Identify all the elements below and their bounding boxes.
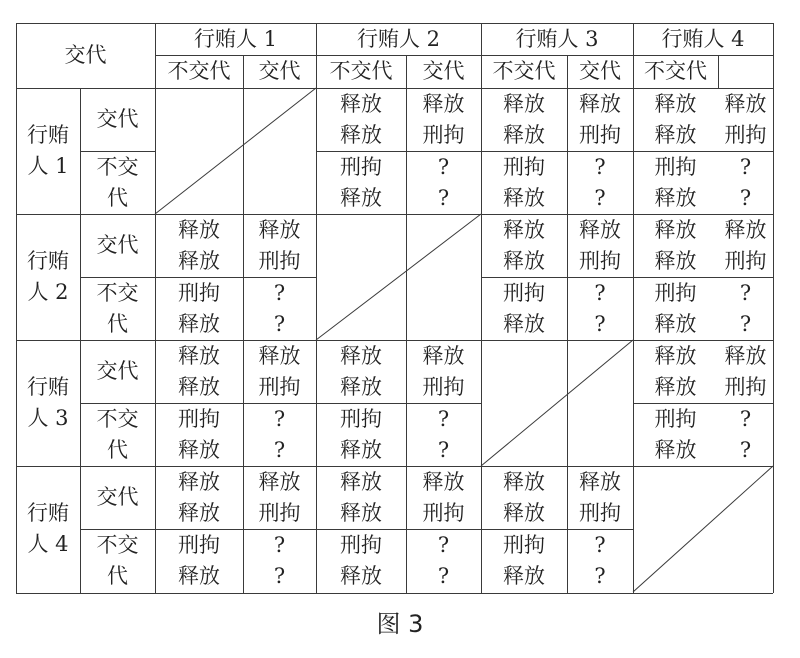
payoff-cell-line-2: ? — [437, 563, 450, 588]
payoff-cell — [243, 277, 316, 340]
row-strategy-not-confess — [80, 277, 155, 340]
row-strategy-confess: 交代 — [96, 359, 139, 383]
payoff-cell — [718, 277, 773, 340]
payoff-cell-line-1: 刑拘 — [503, 154, 545, 179]
strategy-header-1: 不交代 — [167, 59, 231, 83]
payoff-cell — [243, 529, 316, 592]
diagonal-slash — [481, 340, 633, 466]
payoff-cell-line-1: 释放 — [654, 217, 697, 242]
payoff-cell — [718, 214, 773, 277]
payoff-cell — [406, 466, 481, 529]
diagonal-slash — [316, 214, 481, 340]
payoff-cell-line-1: 释放 — [258, 469, 301, 494]
payoff-cell — [633, 214, 718, 277]
payoff-cell-line-2: 释放 — [503, 563, 545, 588]
payoff-cell-line-1: 释放 — [654, 91, 697, 116]
payoff-cell-line-1: 释放 — [724, 343, 767, 368]
payoff-cell — [316, 340, 406, 403]
payoff-cell-line-2: 释放 — [654, 248, 697, 273]
payoff-cell-line-2: 释放 — [340, 374, 382, 399]
payoff-cell-line-2: 释放 — [654, 374, 697, 399]
payoff-cell-line-1: 释放 — [503, 469, 545, 494]
payoff-cell-line-2: 释放 — [503, 500, 545, 525]
row-strategy-not-confess-line-2: 代 — [107, 563, 128, 588]
payoff-cell-line-1: 释放 — [258, 217, 301, 242]
payoff-cell-line-2: ? — [437, 185, 450, 210]
payoff-cell — [567, 529, 633, 592]
payoff-cell-line-1: 刑拘 — [654, 154, 697, 179]
payoff-cell-line-2: 释放 — [503, 248, 545, 273]
payoff-cell-line-1: 释放 — [579, 91, 621, 116]
payoff-cell-line-1: ? — [739, 280, 752, 305]
payoff-cell-line-1: 释放 — [503, 91, 545, 116]
payoff-cell-line-2: 释放 — [340, 122, 382, 147]
payoff-cell-line-1: 刑拘 — [178, 406, 220, 431]
payoff-cell-line-2: ? — [273, 437, 286, 462]
strategy-header-7: 不交代 — [644, 59, 707, 83]
row-header-player-4 — [16, 466, 80, 592]
row-strategy-not-confess — [80, 529, 155, 592]
payoff-cell-line-2: 释放 — [503, 311, 545, 336]
payoff-cell-line-2: 释放 — [178, 563, 220, 588]
column-header-player-1: 行贿人 1 — [193, 26, 278, 51]
row-strategy-not-confess-line-1: 不交 — [96, 280, 139, 305]
payoff-cell — [406, 340, 481, 403]
payoff-cell-line-2: 刑拘 — [258, 374, 301, 399]
payoff-cell-line-2: 释放 — [178, 500, 220, 525]
row-strategy-not-confess-line-2: 代 — [107, 185, 128, 210]
row-strategy-not-confess — [80, 151, 155, 214]
payoff-cell — [406, 88, 481, 151]
payoff-cell — [718, 340, 773, 403]
payoff-cell-line-1: 刑拘 — [178, 532, 220, 557]
payoff-cell-line-2: 释放 — [654, 311, 697, 336]
payoff-cell-line-2: 释放 — [654, 122, 697, 147]
payoff-cell-line-2: 刑拘 — [422, 122, 465, 147]
payoff-cell-line-1: 释放 — [579, 469, 621, 494]
payoff-cell-line-1: 刑拘 — [654, 280, 697, 305]
payoff-cell — [481, 151, 567, 214]
row-header-player-2-line-1: 行贿 — [27, 249, 69, 273]
payoff-cell — [567, 151, 633, 214]
payoff-cell — [316, 529, 406, 592]
figure-caption: 图 3 — [376, 610, 424, 638]
payoff-cell-line-2: 释放 — [654, 437, 697, 462]
payoff-cell-line-2: 刑拘 — [724, 122, 767, 147]
corner-label: 交代 — [64, 43, 107, 67]
payoff-cell — [633, 151, 718, 214]
payoff-cell-line-2: 释放 — [178, 248, 220, 273]
row-strategy-not-confess-line-1: 不交 — [96, 154, 139, 179]
payoff-cell-line-2: 刑拘 — [579, 122, 621, 147]
payoff-cell-line-2: ? — [273, 311, 286, 336]
payoff-cell-line-1: 释放 — [178, 469, 220, 494]
payoff-cell — [481, 529, 567, 592]
payoff-cell-line-1: 刑拘 — [340, 154, 382, 179]
strategy-header-2: 交代 — [258, 59, 301, 83]
payoff-cell-line-1: ? — [437, 406, 450, 431]
diagonal-slash — [633, 466, 773, 592]
row-strategy-not-confess-line-1: 不交 — [96, 532, 139, 557]
row-strategy-confess: 交代 — [96, 485, 139, 509]
payoff-cell — [718, 403, 773, 466]
payoff-cell-line-2: 释放 — [340, 185, 382, 210]
payoff-cell — [481, 277, 567, 340]
payoff-cell — [243, 340, 316, 403]
payoff-cell — [633, 277, 718, 340]
payoff-cell-line-2: 释放 — [503, 185, 545, 210]
payoff-cell-line-1: 释放 — [340, 469, 382, 494]
payoff-cell-line-1: ? — [739, 154, 752, 179]
payoff-cell-line-2: 释放 — [178, 311, 220, 336]
payoff-cell-line-2: ? — [273, 563, 286, 588]
payoff-cell-line-1: ? — [437, 154, 450, 179]
payoff-cell — [567, 277, 633, 340]
payoff-cell-line-1: 释放 — [178, 217, 220, 242]
payoff-cell-line-1: 释放 — [579, 217, 621, 242]
payoff-cell — [481, 466, 567, 529]
payoff-cell-line-1: 释放 — [258, 343, 301, 368]
payoff-cell-line-2: ? — [739, 311, 752, 336]
payoff-cell — [155, 277, 243, 340]
payoff-cell-line-1: 释放 — [724, 91, 767, 116]
payoff-cell-line-1: ? — [273, 406, 286, 431]
row-header-player-1 — [16, 88, 80, 214]
payoff-cell — [316, 88, 406, 151]
payoff-cell-line-1: 刑拘 — [503, 280, 545, 305]
payoff-cell — [633, 340, 718, 403]
payoff-cell-line-2: 刑拘 — [422, 500, 465, 525]
payoff-cell — [567, 88, 633, 151]
payoff-cell-line-1: ? — [594, 154, 606, 179]
payoff-cell — [316, 151, 406, 214]
payoff-cell-line-1: 释放 — [422, 469, 465, 494]
payoff-cell-line-1: ? — [594, 280, 606, 305]
row-header-player-2 — [16, 214, 80, 340]
border-right — [773, 23, 774, 593]
row-strategy-not-confess-line-2: 代 — [107, 311, 128, 336]
payoff-cell-line-2: 释放 — [340, 437, 382, 462]
row-strategy-confess: 交代 — [96, 233, 139, 257]
payoff-cell-line-2: 释放 — [503, 122, 545, 147]
column-header-player-2: 行贿人 2 — [356, 26, 441, 51]
payoff-cell-line-1: 释放 — [340, 343, 382, 368]
strategy-header-4: 交代 — [422, 59, 465, 83]
payoff-cell — [316, 466, 406, 529]
payoff-cell-line-2: 刑拘 — [258, 248, 301, 273]
strategy-header-6: 交代 — [579, 59, 621, 83]
payoff-cell-line-2: ? — [739, 437, 752, 462]
payoff-cell-line-2: 刑拘 — [579, 248, 621, 273]
payoff-cell — [633, 403, 718, 466]
payoff-cell — [718, 151, 773, 214]
payoff-cell-line-2: 刑拘 — [724, 248, 767, 273]
payoff-cell — [155, 340, 243, 403]
payoff-cell — [718, 88, 773, 151]
strategy-header-3: 不交代 — [329, 59, 393, 83]
payoff-cell — [243, 214, 316, 277]
payoff-cell-line-1: ? — [273, 280, 286, 305]
payoff-cell-line-1: 刑拘 — [340, 406, 382, 431]
payoff-cell-line-2: 释放 — [340, 500, 382, 525]
row-header-player-2-line-2: 人 2 — [27, 280, 69, 304]
row-header-player-3 — [16, 340, 80, 466]
payoff-cell-line-2: 刑拘 — [579, 500, 621, 525]
row-strategy-not-confess-line-2: 代 — [107, 437, 128, 462]
column-header-player-3: 行贿人 3 — [515, 26, 599, 51]
payoff-cell-line-2: 释放 — [654, 185, 697, 210]
payoff-cell-line-1: ? — [273, 532, 286, 557]
payoff-cell — [406, 403, 481, 466]
payoff-cell-line-2: ? — [437, 437, 450, 462]
payoff-cell-line-1: 释放 — [654, 343, 697, 368]
payoff-cell-line-1: 释放 — [340, 91, 382, 116]
payoff-cell-line-1: 释放 — [178, 343, 220, 368]
row-header-player-4-line-1: 行贿 — [27, 501, 69, 525]
row-header-player-3-line-2: 人 3 — [27, 406, 69, 430]
payoff-cell — [155, 466, 243, 529]
payoff-cell — [481, 214, 567, 277]
row-header-player-1-line-1: 行贿 — [27, 123, 69, 147]
row-strategy-not-confess-line-1: 不交 — [96, 406, 139, 431]
payoff-cell — [567, 466, 633, 529]
payoff-cell-line-2: 释放 — [340, 563, 382, 588]
payoff-cell — [155, 529, 243, 592]
row-strategy-confess: 交代 — [96, 107, 139, 131]
payoff-cell — [406, 529, 481, 592]
payoff-cell-line-1: ? — [594, 532, 606, 557]
row-header-player-1-line-2: 人 1 — [27, 154, 69, 178]
payoff-cell-line-1: ? — [739, 406, 752, 431]
payoff-cell-line-1: 刑拘 — [654, 406, 697, 431]
payoff-cell-line-2: 释放 — [178, 437, 220, 462]
payoff-cell — [155, 403, 243, 466]
payoff-cell-line-1: 释放 — [724, 217, 767, 242]
payoff-cell-line-2: 刑拘 — [724, 374, 767, 399]
payoff-cell-line-1: 刑拘 — [340, 532, 382, 557]
payoff-cell-line-1: 释放 — [503, 217, 545, 242]
diagonal-slash — [155, 88, 316, 214]
payoff-cell-line-2: ? — [594, 311, 606, 336]
payoff-cell — [633, 88, 718, 151]
payoff-cell-line-1: ? — [437, 532, 450, 557]
payoff-cell — [406, 151, 481, 214]
column-header-player-4: 行贿人 4 — [661, 26, 745, 51]
payoff-cell-line-2: 刑拘 — [258, 500, 301, 525]
payoff-cell — [316, 403, 406, 466]
payoff-cell-line-2: 释放 — [178, 374, 220, 399]
payoff-cell — [243, 466, 316, 529]
row-strategy-not-confess — [80, 403, 155, 466]
payoff-cell-line-1: 刑拘 — [178, 280, 220, 305]
col-line-minor — [718, 55, 719, 88]
payoff-cell-line-2: ? — [739, 185, 752, 210]
payoff-cell — [155, 214, 243, 277]
payoff-cell — [243, 403, 316, 466]
payoff-cell-line-2: 刑拘 — [422, 374, 465, 399]
payoff-cell-line-2: ? — [594, 563, 606, 588]
payoff-cell-line-1: 释放 — [422, 91, 465, 116]
border-bottom — [16, 593, 773, 594]
row-header-player-4-line-2: 人 4 — [27, 532, 69, 556]
payoff-cell-line-2: ? — [594, 185, 606, 210]
payoff-cell-line-1: 刑拘 — [503, 532, 545, 557]
payoff-cell — [481, 88, 567, 151]
payoff-cell — [567, 214, 633, 277]
strategy-header-5: 不交代 — [492, 59, 556, 83]
payoff-cell-line-1: 释放 — [422, 343, 465, 368]
row-header-player-3-line-1: 行贿 — [27, 375, 69, 399]
